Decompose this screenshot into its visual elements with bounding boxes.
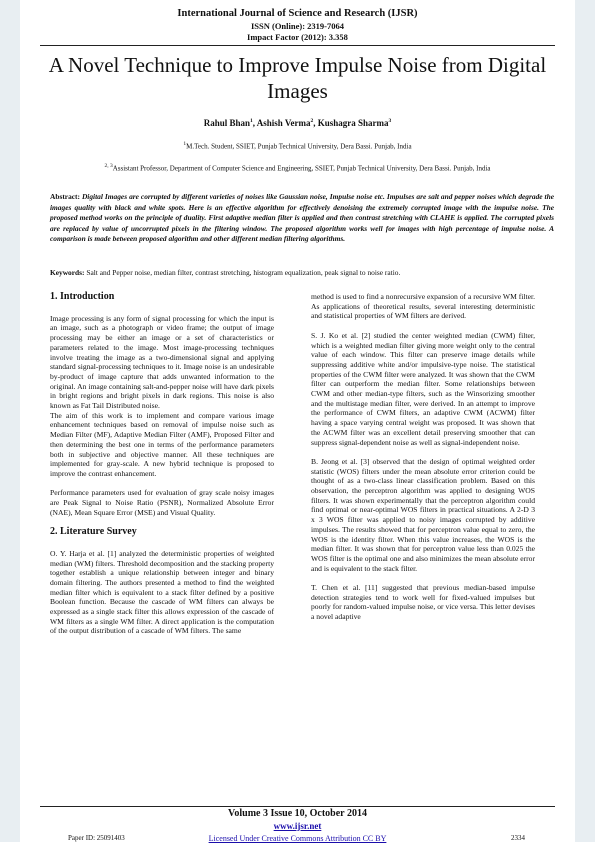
paragraph: Image processing is any form of signal processing for which the input is an image, such as a photograph or video frame; the output of image processing may be either an image or a set of characteristics or parameters related to the image. Most image-processing techniques involve treating the image as a two-dimensional signal and applying standard signal-processing techniques to it. Image noise is an undesirable by-product of image capture that adds unwanted information to the original. An image containing salt-and-pepper noise will have dark pixels in bright regions and bright pixels in dark regions. This noise is also known as Fat Tail Distributed noise. (50, 313, 274, 411)
impact-factor: Impact Factor (2012): 3.358 (247, 32, 348, 42)
author-1-sup: 1 (249, 118, 253, 124)
paper-id: Paper ID: 25091403 (68, 834, 125, 842)
keywords-text: Salt and Pepper noise, median filter, contrast stretching, histogram equalization, peak signal to noise ratio. (86, 268, 401, 277)
journal-website-link[interactable]: www.ijsr.net (273, 821, 322, 831)
left-column (50, 292, 274, 646)
abstract-text: Digital Images are corrupted by different varieties of noises like Gaussian noise, Impulse noise etc. Impulses are salt and pepper noises which degrade the images quality with black and white spots. Here is an effective algorithm for effectively denoising the extremely corrupted image with the impulse noise. The proposed method works on the principle of duality. First adaptive median filter is applied and then contrast stretching with CLAHE is applied. The corrupted pixels are replaced by value of uncorrupted pixels in the filtering window. The proposed algorithm works well for images with high percentage of impulse noise. A comparison is made between proposed algorithm and other different median filtering algorithms. (50, 192, 554, 244)
affiliation-2-text: Assistant Professor, Department of Computer Science and Engineering, SSIET, Punjab Technical University, Dera Bassi. Punjab, India (112, 164, 491, 173)
author-line: Rahul Bhan$^1$, Ashish Verma$^2$, Kushagra Sharma$^3$ (203, 118, 392, 128)
affiliation-2 (40, 163, 555, 172)
issn-line: ISSN (Online): 2319-7064 (250, 21, 345, 31)
paragraph: method is used to find a nonrecursive expansion of a recursive WM filter. As applications of theoretical results, several interesting deterministic and statistical properties of WM filters are derived. (311, 292, 535, 321)
abstract-label: Abstract: (50, 192, 80, 201)
author-2-sup: 2 (310, 118, 314, 124)
license-link[interactable]: Licensed Under Creative Commons Attribution CC BY (208, 834, 387, 843)
paragraph: O. Y. Harja et al. [1] analyzed the deterministic properties of weighted median (WM) filters. Threshold decomposition and the stacking property together establish a unique relationship between integer and binary domain filtering. The authors presented a method to find the weighted median filter which is equivalent to a stack filter defined by a positive Boolean function. Because the cascade of WM filters can always be expressed as a single stack filter this allows expression of the cascade of WM filters as a single WM filter. A direct application is the computation of the output distribution of a cascade of WM filters. The same (50, 548, 274, 636)
author-3: Kushagra Sharma (317, 118, 389, 128)
author-3-sup: 3 (388, 118, 392, 124)
page-number: 2334 (511, 834, 525, 842)
affiliation-1-text: M.Tech. Student, SSIET, Punjab Technical University, Dera Bassi. Punjab, India (186, 142, 412, 151)
affiliation-2-sup: 2, 3 (104, 163, 113, 169)
right-margin-band (575, 0, 595, 842)
left-margin-band (0, 0, 20, 842)
right-column (311, 292, 535, 632)
footer-rule (40, 806, 555, 807)
keywords (50, 268, 554, 278)
author-2: Ashish Verma (256, 118, 311, 128)
affiliation-1-sup: 1 (183, 141, 187, 147)
keywords-label: Keywords: (50, 268, 85, 277)
paragraph: S. J. Ko et al. [2] studied the center weighted median (CWM) filter, which is a weighted median filter giving more weight only to the central value of each window. This filter can preserve image details while suppressing additive white and/or impulsive-type noise. The statistical properties of the CWM filter were analyzed. It was shown that the CWM filter can outperform the median filter. Some relationships between CWM and other median-type filters, such as the Winsorizing smoother and the multistage median filter, were derived. In an attempt to improve the performance of CWM filters, an adaptive CWM (ACWM) filter having a space varying central weight was proposed. It was shown that the ACWM filter was an excellent detail preserving smoother that can suppress signal-dependent noise as well as signal-independent noise. (311, 330, 535, 447)
section-heading-literature-survey: 2. Literature Survey (50, 526, 137, 538)
paragraph: Performance parameters used for evaluation of gray scale noisy images are Peak Signal to Noise Ratio (PSNR), Normalized Absolute Error (NAE), Mean Square Error (MSE) and Visual Quality. (50, 488, 274, 517)
section-heading-introduction: 1. Introduction (50, 291, 115, 302)
paragraph: The aim of this work is to implement and compare various image enhancement techniques based on removal of impulse noise such as Median Filter (MF), Adaptive Median Filter (AMF), Proposed Filter and then determining the best one in terms of the performance parameters both in subjective and objective manner. All these techniques are implemented for gray-scale. A new hybrid technique is proposed to improve the contrast enhancement. (50, 410, 274, 478)
volume-line: Volume 3 Issue 10, October 2014 (228, 808, 367, 819)
paragraph: T. Chen et al. [11] suggested that previous median-based impulse detection strategies tend to work well for fixed-valued impulses but poorly for random-valued impulse noise, or vice versa. This letter devises a novel adaptive (311, 583, 535, 622)
header-rule (40, 45, 555, 46)
author-1: Rahul Bhan (203, 118, 250, 128)
journal-name: International Journal of Science and Research (IJSR) (177, 8, 418, 19)
paragraph: B. Jeong et al. [3] observed that the design of optimal weighted order statistic (WOS) filters under the mean absolute error criterion could be thought of as a two-class linear classification problem. Based on this observation, the perceptron algorithm was applied to designing WOS filters. It was shown experimentally that the perceptron algorithm could find optimal or near-optimal WOS filters in practical situations. A 2-D 3 x 3 WOS filter was applied to noisy images corrupted by additive impulses. The results showed that for perceptron value equal to zero, the WOS is the identity filter. When this value increases, the WOS is the median filter. It was shown that for perceptron value less than 0.025 the WOS filter is the optimal one and also minimizes the mean absolute error and is equivalent to the stack filter. (311, 456, 535, 573)
affiliation-1 (40, 141, 555, 150)
abstract (50, 192, 554, 245)
paper-title: A Novel Technique to Improve Impulse Noise from Digital Images (48, 53, 547, 103)
